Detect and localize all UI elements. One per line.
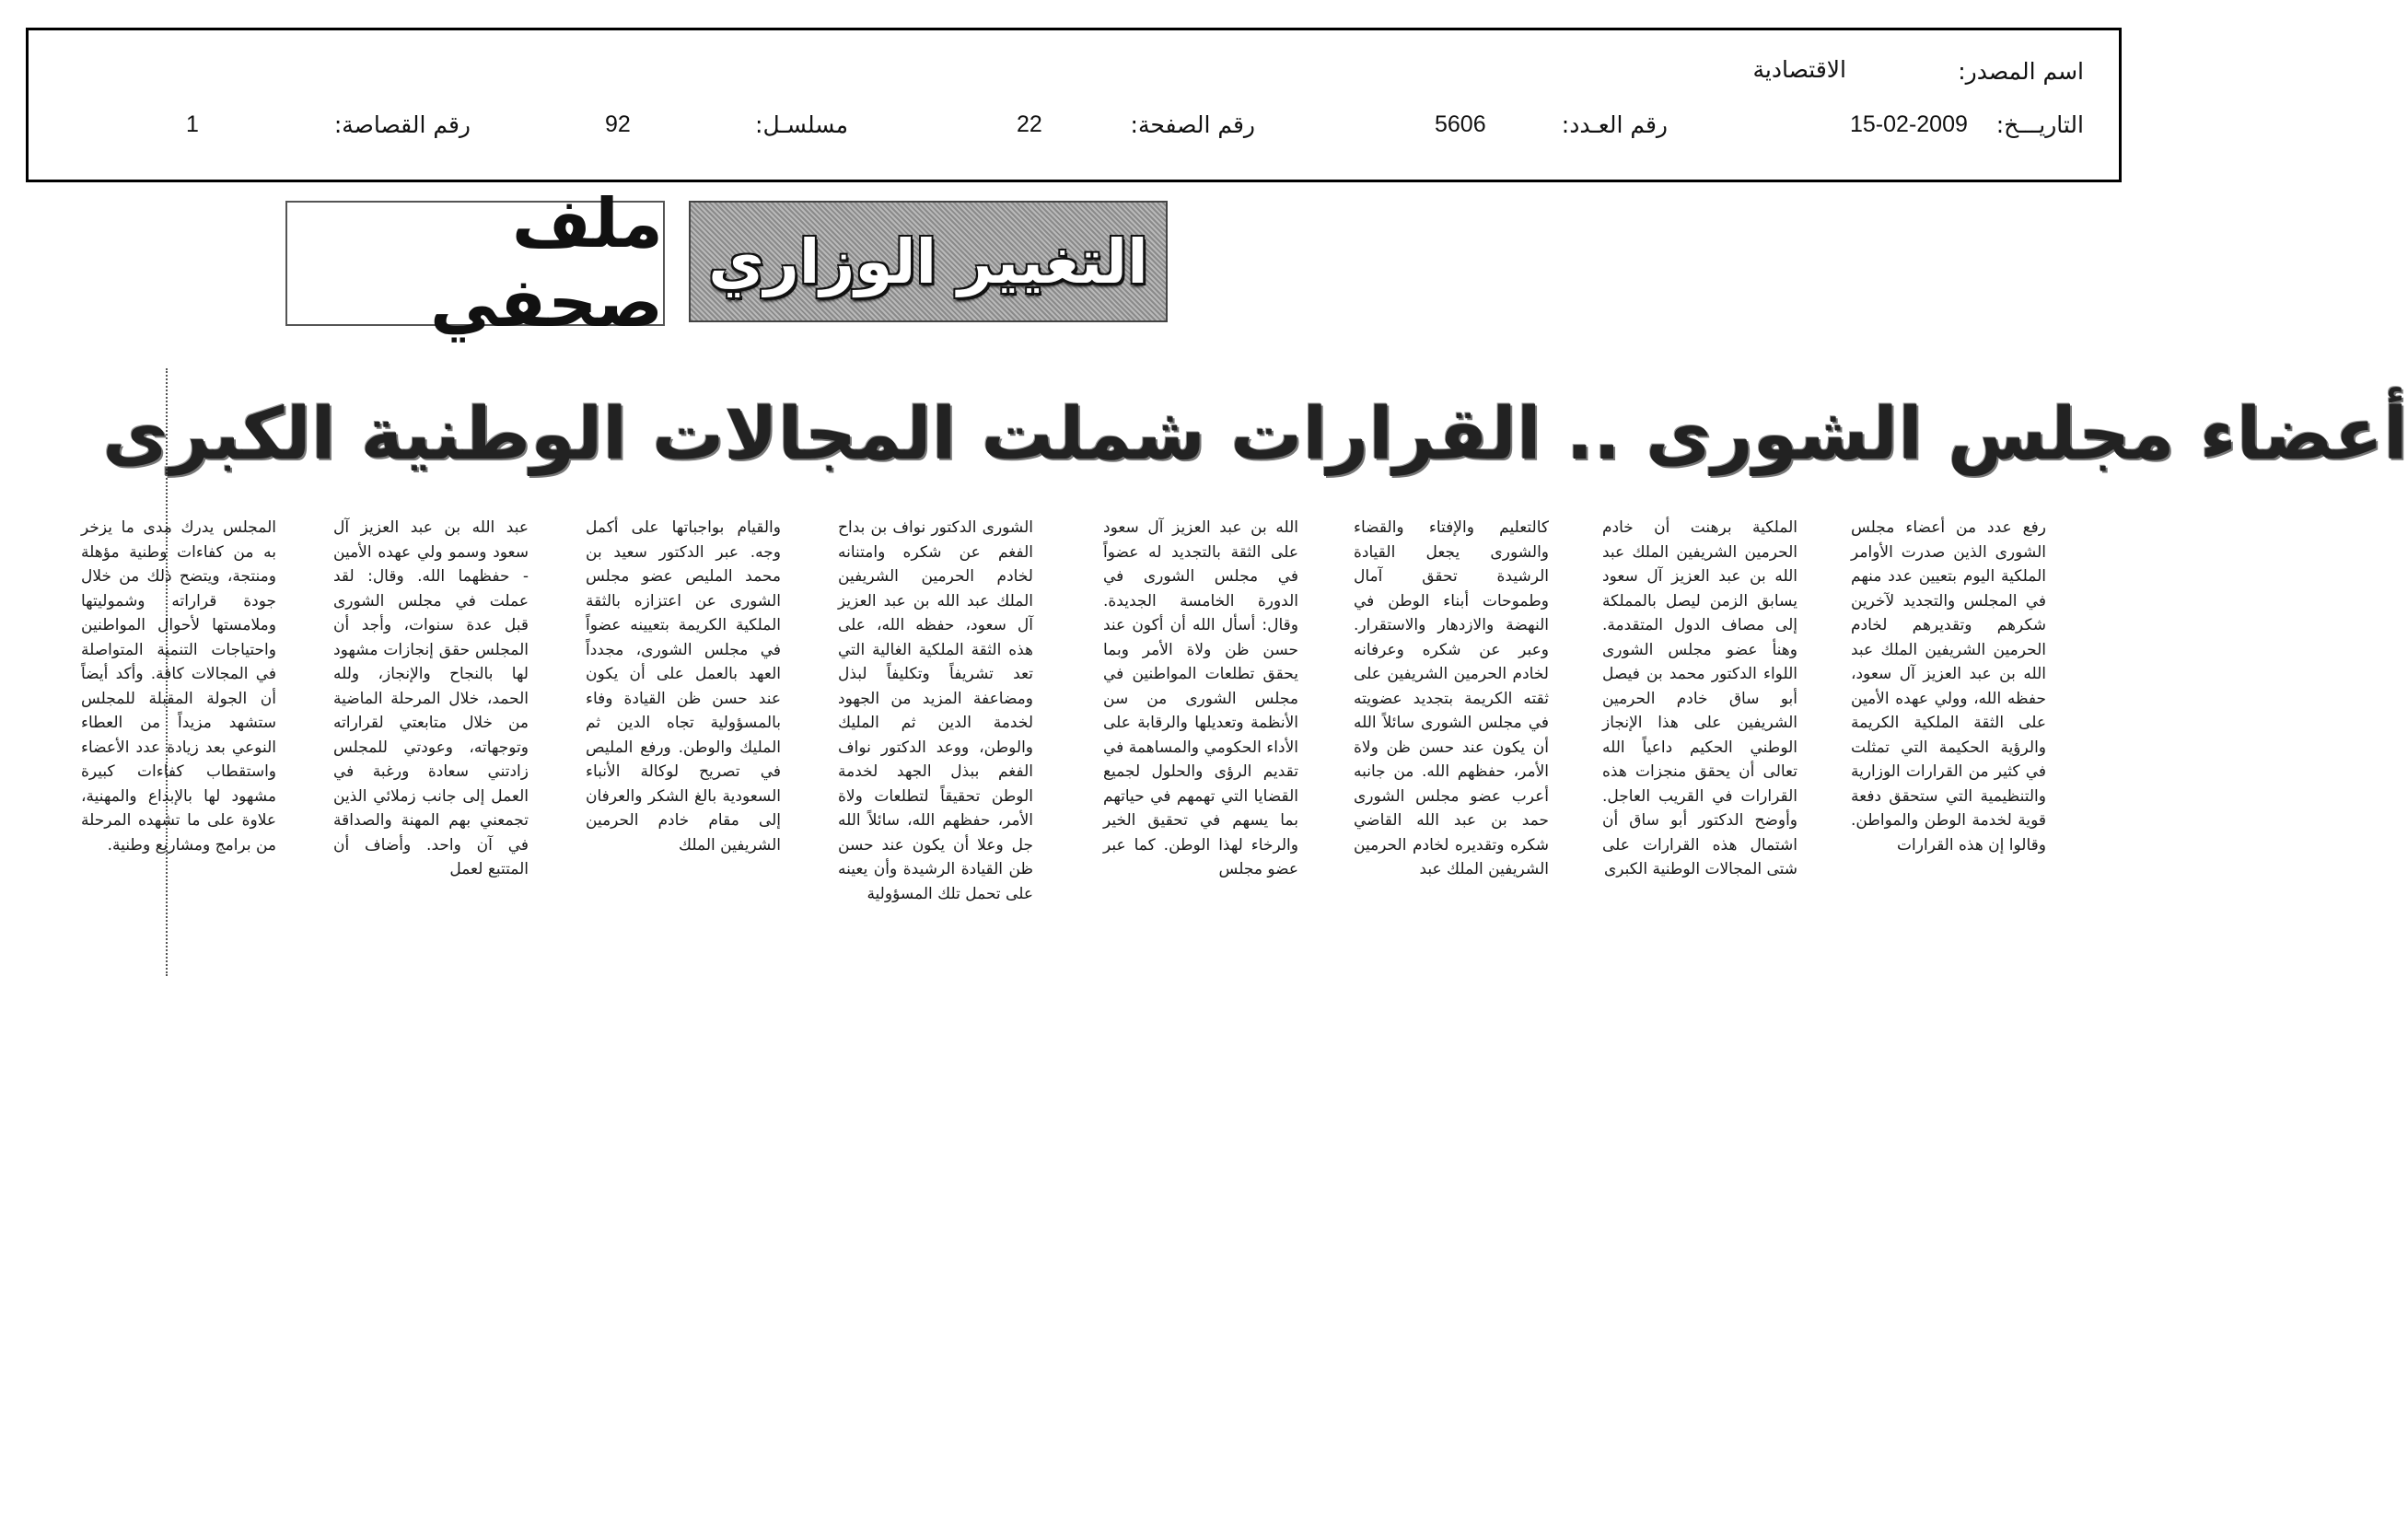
- press-file-box: ملف صحفي: [285, 201, 665, 326]
- article-column-3: كالتعليم والإفتاء والقضاء والشورى يجعل القيادة الرشيدة تحقق آمال وطموحات أبناء الوطن في النهضة والازدهار والاستقرار. وعبر عن شكره وعرفانه لخادم الحرمين الشريفين على ثقته الكريمة بتجديد عضويته في مجلس الشورى سائلاً الله أن يكون عند حسن ظن ولاة الأمر، حفظهم الله. من جانبه أعرب عضو مجلس الشورى حمد بن عبد الله القاضي شكره وتقديره لخادم الحرمين الشريفين الملك عبد: [1354, 518, 1549, 878]
- issue-label: رقم العـدد:: [1561, 111, 1668, 138]
- article-column-2: الملكية برهنت أن خادم الحرمين الشريفين الملك عبد الله بن عبد العزيز آل سعود يسابق الزمن ليصل بالمملكة إلى مصاف الدول المتقدمة. وهنأ عضو مجلس الشورى اللواء الدكتور محمد بن فيصل أبو ساق خادم الحرمين الشريفين على هذا الإنجاز الوطني الحكيم داعياً الله تعالى أن يحقق منجزات هذه القرارات في القريب العاجل. وأوضح الدكتور أبو ساق أن اشتمال هذه القرارات على شتى المجالات الوطنية الكبرى: [1602, 518, 1797, 878]
- serial-label: مسلسـل:: [755, 111, 848, 138]
- article-column-1: رفع عدد من أعضاء مجلس الشورى الذين صدرت الأوامر الملكية اليوم بتعيين عدد منهم في المجلس والتجديد لآخرين شكرهم وتقديرهم لخادم الحرمين الشريفين الملك عبد الله بن عبد العزيز آل سعود، حفظه الله، وولي عهده الأمين على الثقة الملكية الكريمة والرؤية الحكيمة التي تمثلت في كثير من القرارات الوزارية والتنظيمية التي ستحقق دفعة قوية لخدمة الوطن والمواطن. وقالوا إن هذه القرارات: [1851, 518, 2046, 855]
- serial-value: 92: [605, 111, 631, 137]
- source-info-box: [26, 28, 2122, 182]
- date-label: التاريـــخ:: [1995, 111, 2084, 138]
- clip-value: 1: [186, 111, 199, 137]
- topic-banner: [689, 201, 1168, 322]
- article-column-6: والقيام بواجباتها على أكمل وجه. عبر الدكتور سعيد بن محمد المليص عضو مجلس الشورى عن اعتزازه بالثقة الملكية الكريمة بتعيينه عضواً في مجلس الشورى، مجدداً العهد بالعمل على أن يكون عند حسن ظن القيادة وفاء بالمسؤولية تجاه الدين ثم المليك والوطن. ورفع المليص في تصريح لوكالة الأنباء السعودية بالغ الشكر والعرفان إلى مقام خادم الحرمين الشريفين الملك: [586, 518, 781, 855]
- topic-banner-text: التغيير الوزاري: [708, 226, 1148, 297]
- page-label: رقم الصفحة:: [1130, 111, 1255, 138]
- source-label: اسم المصدر:: [1958, 58, 2084, 85]
- article-body: [74, 516, 2100, 958]
- article-column-8: المجلس يدرك مدى ما يزخر به من كفاءات وطنية مؤهلة ومنتجة، ويتضح ذلك من خلال جودة قراراته وشموليتها وملامستها لأحوال المواطنين واحتياجات التنمية المتواصلة في المجالات كافة. وأكد أيضاً أن الجولة المقبلة للمجلس ستشهد مزيداً من العطاء النوعي بعد زيادة عدد الأعضاء واستقطاب كفاءات كبيرة مشهود لها بالإبداع والمهنية، علاوة على ما تشهده المرحلة من برامج ومشاريع وطنية.: [81, 518, 276, 855]
- clip-label: رقم القصاصة:: [333, 111, 471, 138]
- article-headline: أعضاء مجلس الشورى .. القرارات شملت المجالات الوطنية الكبرى: [102, 393, 2408, 476]
- source-value: الاقتصادية: [1752, 56, 1846, 83]
- page-value: 22: [1017, 111, 1042, 137]
- article-column-7: عبد الله بن عبد العزيز آل سعود وسمو ولي عهده الأمين - حفظهما الله. وقال: لقد عملت في مجلس الشورى قبل عدة سنوات، وأجد أن المجلس حقق إنجازات مشهود لها بالنجاح والإنجاز، ولله الحمد، خلال المرحلة الماضية من خلال متابعتي لقراراته وتوجهاته، وعودتي للمجلس زادتني سعادة ورغبة في العمل إلى جانب زملائي الذين تجمعني بهم المهنة والصداقة في آن واحد. وأضاف أن المتتبع لعمل: [333, 518, 529, 878]
- issue-value: 5606: [1435, 111, 1486, 137]
- article-column-5: الشورى الدكتور نواف بن بداح الفغم عن شكره وامتنانه لخادم الحرمين الشريفين الملك عبد الله بن عبد العزيز آل سعود، حفظه الله، على هذه الثقة الملكية الغالية التي تعد تشريفاً وتكليفاً لبذل ومضاعفة المزيد من الجهود لخدمة الدين ثم المليك والوطن، ووعد الدكتور نواف الفغم ببذل الجهد لخدمة الوطن تحقيقاً لتطلعات ولاة الأمر، حفظهم الله، سائلاً الله جل وعلا أن يكون عند حسن ظن القيادة الرشيدة وأن يعينه على تحمل تلك المسؤولية: [838, 518, 1033, 903]
- date-value: 15-02-2009: [1850, 111, 1968, 137]
- article-column-4: الله بن عبد العزيز آل سعود على الثقة بالتجديد له عضواً في مجلس الشورى في الدورة الخامسة الجديدة. وقال: أسأل الله أن أكون عند حسن ظن ولاة الأمر وبما يحقق تطلعات المواطنين في مجلس الشورى من سن الأنظمة وتعديلها والرقابة على الأداء الحكومي والمساهمة في تقديم الرؤى والحلول لجميع القضايا التي تهمهم في حياتهم بما يسهم في تحقيق الخير والرخاء لهذا الوطن. كما عبر عضو مجلس: [1103, 518, 1298, 878]
